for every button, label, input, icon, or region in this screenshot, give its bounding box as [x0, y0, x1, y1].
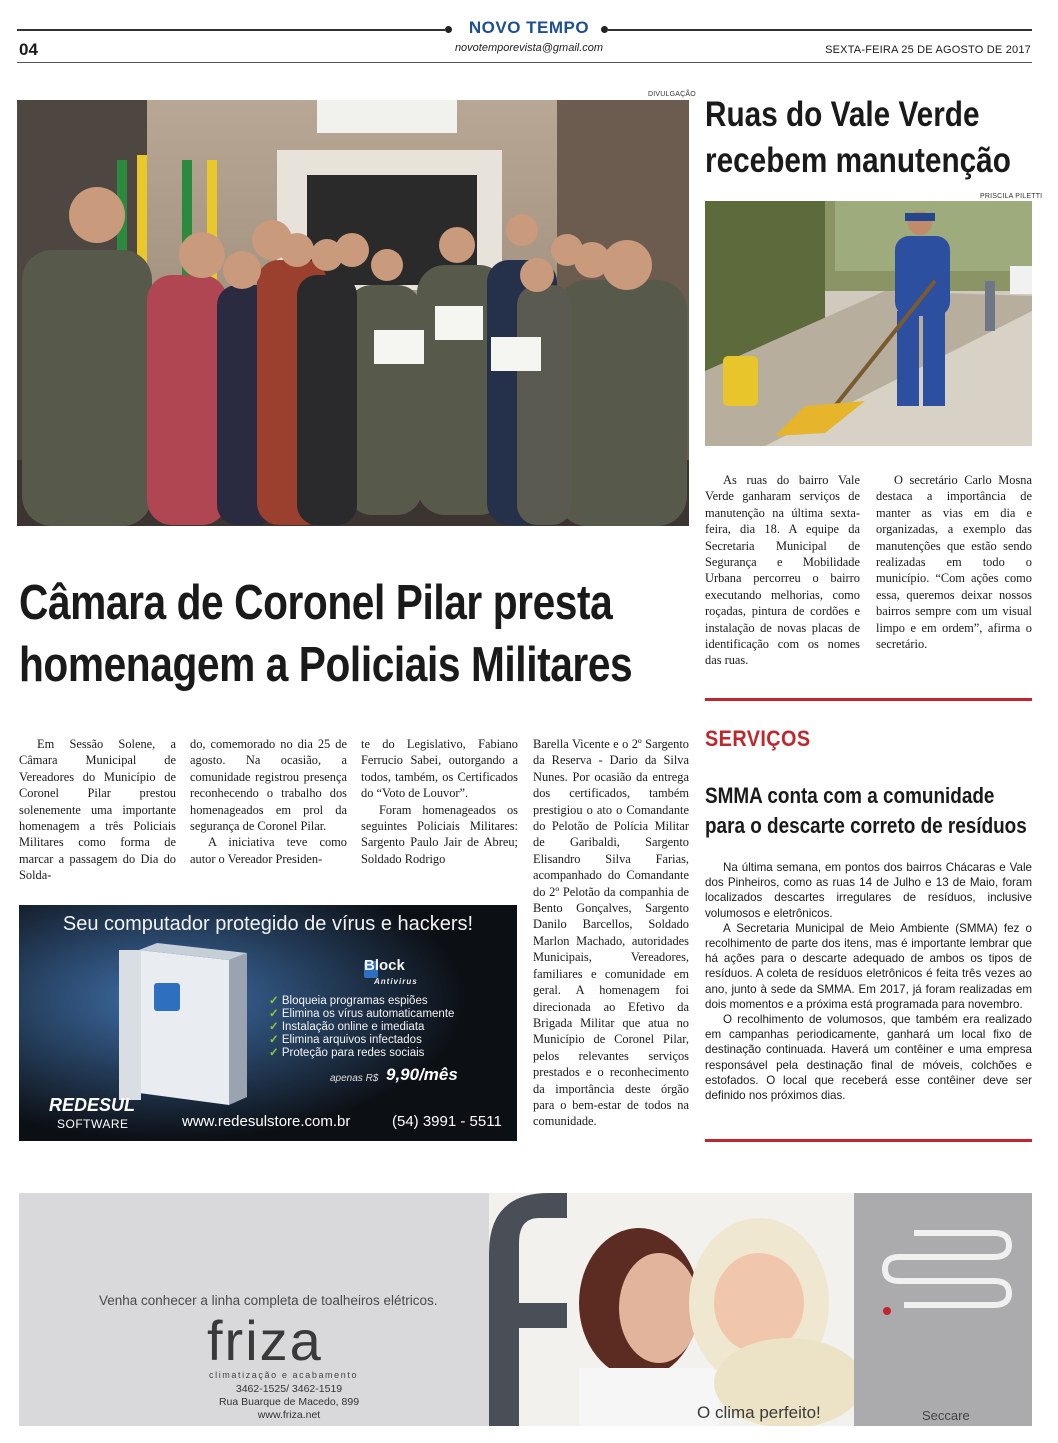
friza-product-name: Seccare [922, 1408, 970, 1423]
publication-name: NOVO TEMPO [468, 18, 590, 37]
main-story-column-1 [19, 736, 176, 884]
main-story-column-2 [190, 736, 347, 867]
feature-item: ✓ Instalação online e imediata [269, 1021, 454, 1034]
side-story-paragraph: O secretário Carlo Mosna destaca a importância de manter as vias em dia e organizadas, a exemplo das manutenções que estão sendo realizadas em todo o município. “Com ações como essa, queremos deixar nossos bairros sempre com um visual limpo e em ordem”, afirma o secretário. [876, 473, 1032, 652]
friza-address: Rua Buarque de Macedo, 899 [218, 1396, 360, 1408]
antivirus-ad-title: Seu computador protegido de vírus e hackers! [62, 913, 474, 935]
header-divider [17, 62, 1032, 63]
friza-logo: friza [207, 1309, 323, 1372]
services-paragraph: O recolhimento de volumosos, que também era realizado em campanhas periodicamente, ganhará um local fixo de destinação continuada. Haverá um contêiner e uma empresa responsável pela destinação final de móveis, colchões e estofados. O local que receberá esse contêiner deve ser definido nos próximos dias. [705, 1013, 1032, 1103]
price: 9,90/mês [386, 1065, 458, 1084]
feature-item: ✓ Elimina os vírus automaticamente [269, 1008, 454, 1021]
friza-ad[interactable] [19, 1193, 1032, 1426]
section-divider-bottom [705, 1139, 1032, 1142]
redesul-logo-sub: SOFTWARE [57, 1117, 129, 1131]
antivirus-ad-phone: (54) 3991 - 5511 [392, 1113, 502, 1130]
redesul-logo: REDESUL [49, 1095, 136, 1115]
friza-logo-sub: climatização e acabamento [209, 1370, 359, 1380]
feature-item: ✓ Proteção para redes sociais [269, 1047, 454, 1060]
price-label: apenas R$ [330, 1073, 379, 1084]
main-headline-line1: Câmara de Coronel Pilar presta [19, 576, 613, 630]
main-headline [19, 572, 633, 696]
side-story-column-2 [876, 472, 1032, 652]
section-label-servicos: SERVIÇOS [705, 726, 811, 751]
side-photo-credit: PRISCILA PILETTI [980, 193, 1043, 200]
publication-email[interactable]: novotemporevista@gmail.com [454, 42, 604, 54]
services-headline-line2: para o descarte correto de resíduos [705, 813, 1027, 838]
main-story-paragraph: Em Sessão Solene, a Câmara Municipal de Vereadores do Município de Coronel Pilar prestou solenemente uma importante homenagem a três Policiais Militares como forma de marcar a passagem do Dia do Solda- [19, 737, 176, 883]
page-number: 04 [19, 40, 38, 59]
main-photo [17, 100, 689, 526]
main-story-paragraph: A iniciativa teve como autor o Vereador Presiden- [190, 835, 347, 866]
main-story-paragraph: Foram homenageados os seguintes Policiais Militares: Sargento Paulo Jair de Abreu; Soldado Rodrigo [361, 802, 518, 866]
friza-tagline: Venha conhecer a linha completa de toalheiros elétricos. [99, 1293, 438, 1308]
antivirus-feature-list [269, 995, 454, 1060]
services-body [705, 860, 1032, 1103]
side-story-column-1 [705, 472, 860, 669]
block-logo: Block [364, 957, 405, 974]
antivirus-ad-url[interactable]: www.redesulstore.com.br [182, 1113, 351, 1130]
street-maintenance-photo [705, 201, 1032, 446]
services-paragraph: Na última semana, em pontos dos bairros Chácaras e Vale dos Pinheiros, como as ruas 14 de Julho e 13 de Maio, foram localizados descartes irregulares de resíduos, inclusive volumosos e eletrônicos. [705, 861, 1032, 920]
police-group-photo [17, 100, 689, 526]
friza-phones: 3462-1525/ 3462-1519 [235, 1383, 343, 1395]
feature-item: ✓ Elimina arquivos infectados [269, 1034, 454, 1047]
block-logo-sub: Antivirus [374, 977, 418, 986]
main-photo-credit: DIVULGAÇÃO [648, 91, 696, 98]
main-story-paragraph: do, comemorado no dia 25 de agosto. Na ocasião, a comunidade registrou presença reconhecendo o trabalho dos homenageados em prol da segurança de Coronel Pilar. [190, 737, 347, 834]
main-story-column-3 [361, 736, 518, 867]
services-headline-line1: SMMA conta com a comunidade [705, 783, 995, 808]
main-headline-line2: homenagem a Policiais Militares [19, 638, 633, 692]
antivirus-ad[interactable] [19, 905, 517, 1141]
side-story-paragraph: As ruas do bairro Vale Verde ganharam serviços de manutenção na última sexta-feira, dia 18. A equipe da Secretaria Municipal de Segurança e Mobilidade Urbana percorreu o bairro executando melhorias, como roçadas, pintura de cordões e instalação de novas placas de identificação com os nomes das ruas. [705, 473, 860, 668]
side-headline [705, 92, 1011, 184]
friza-website[interactable]: www.friza.net [257, 1409, 321, 1421]
main-story-paragraph: te do Legislativo, Fabiano Ferrucio Sabei, outorgando a todos, também, os Certificados do “Voto de Louvor”. [361, 737, 518, 801]
side-headline-line1: Ruas do Vale Verde [705, 95, 980, 134]
friza-slogan: O clima perfeito! [697, 1403, 821, 1422]
services-paragraph: A Secretaria Municipal de Meio Ambiente (SMMA) fez o recolhimento de parte dos itens, mas é importante lembrar que há ações para o descarte adequado de ambos os tipos de resíduos. A coleta de resíduos eletrônicos é feita três vezes ao ano, junto à sede da SMMA. Em 2017, já foram realizadas em dois momentos e a próxima está programada para novembro. [705, 921, 1032, 1011]
friza-contact [169, 1383, 409, 1422]
services-headline [705, 781, 1027, 841]
feature-item: ✓ Bloqueia programas espiões [269, 995, 454, 1008]
side-headline-line2: recebem manutenção [705, 141, 1011, 180]
main-story-paragraph: Barella Vicente e o 2º Sargento da Reserva - Dario da Silva Nunes. Por ocasião da entrega dos certificados, também prestigiou o ato o Comandante do Pelotão de Polícia Militar de Garibaldi, Sargento Elisandro Silva Farias, acompanhado do Comandante do 2º Pelotão da companhia de Bento Gonçalves, Sargento Danilo Barcellos, Soldado Marlon Machado, autoridades Municipais, Vereadores, familiares e comunidade em geral. A homenagem foi direcionada ao Efetivo da Brigada Militar que atua no Município de Coronel Pilar, pelos relevantes serviços prestados e o reconhecimento da importância deste órgão para o bem-estar de todos na comunidade. [533, 737, 689, 1129]
section-divider-top [705, 698, 1032, 701]
side-photo [705, 201, 1032, 446]
software-box-icon [139, 943, 247, 1105]
issue-date: SEXTA-FEIRA 25 DE AGOSTO DE 2017 [825, 44, 1031, 56]
main-story-column-4 [533, 736, 689, 1130]
